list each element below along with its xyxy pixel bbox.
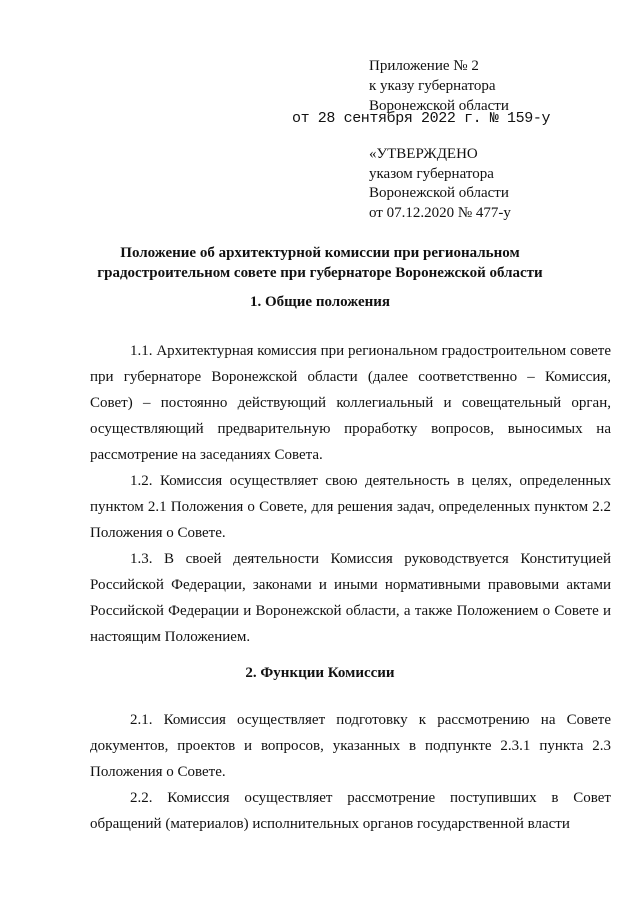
section-heading: 1. Общие положения bbox=[249, 294, 391, 310]
paragraph: 2.1. Комиссия осуществляет подготовку к рассмотрению на Совете документов, проектов и вопросов, указанных в подпункте 2.3.1 пункта 2.3 Положения о Совете. bbox=[90, 712, 611, 780]
document-title: Положение об архитектурной комиссии при региональном градостроительном совете при губернаторе Воронежской области bbox=[97, 245, 543, 281]
appendix-line: Приложение № 2 bbox=[369, 58, 479, 74]
paragraph: 2.2. Комиссия осуществляет рассмотрение поступивших в Совет обращений (материалов) исполнительных органов государственной власти bbox=[90, 790, 611, 832]
approved-block bbox=[369, 145, 511, 223]
appendix-line: Воронежской области bbox=[369, 98, 509, 114]
approved-line: указом губернатора bbox=[369, 165, 494, 182]
approved-line: Воронежской области bbox=[369, 185, 509, 201]
appendix-block bbox=[369, 56, 509, 116]
section-heading: 2. Функции Комиссии bbox=[245, 665, 395, 681]
paragraph: 1.3. В своей деятельности Комиссия руководствуется Конституцией Российской Федерации, законами и иными нормативными правовыми актами Российской Федерации и Воронежской области, а также Положением о Совете и настоящим Положением. bbox=[90, 551, 611, 645]
paragraph: 1.1. Архитектурная комиссия при региональном градостроительном совете при губернаторе Воронежской области (далее соответственно – Комиссия, Совет) – постоянно действующий коллегиальный и совещательный орган, осуществляющий предварительную проработку вопросов, выносимых на рассмотрение на заседаниях Совета. bbox=[90, 343, 611, 463]
decree-date-stamp: от 28 сентября 2022 г. № 159-у bbox=[292, 110, 551, 127]
approved-line: от 07.12.2020 № 477-у bbox=[369, 204, 511, 221]
paragraph: 1.2. Комиссия осуществляет свою деятельность в целях, определенных пунктом 2.1 Положения о Совете, для решения задач, определенных пунктом 2.2 Положения о Совете. bbox=[90, 473, 611, 541]
appendix-line: к указу губернатора bbox=[369, 78, 496, 94]
section-body bbox=[90, 338, 611, 650]
section-body bbox=[90, 707, 611, 837]
approved-line: «УТВЕРЖДЕНО bbox=[369, 146, 478, 162]
